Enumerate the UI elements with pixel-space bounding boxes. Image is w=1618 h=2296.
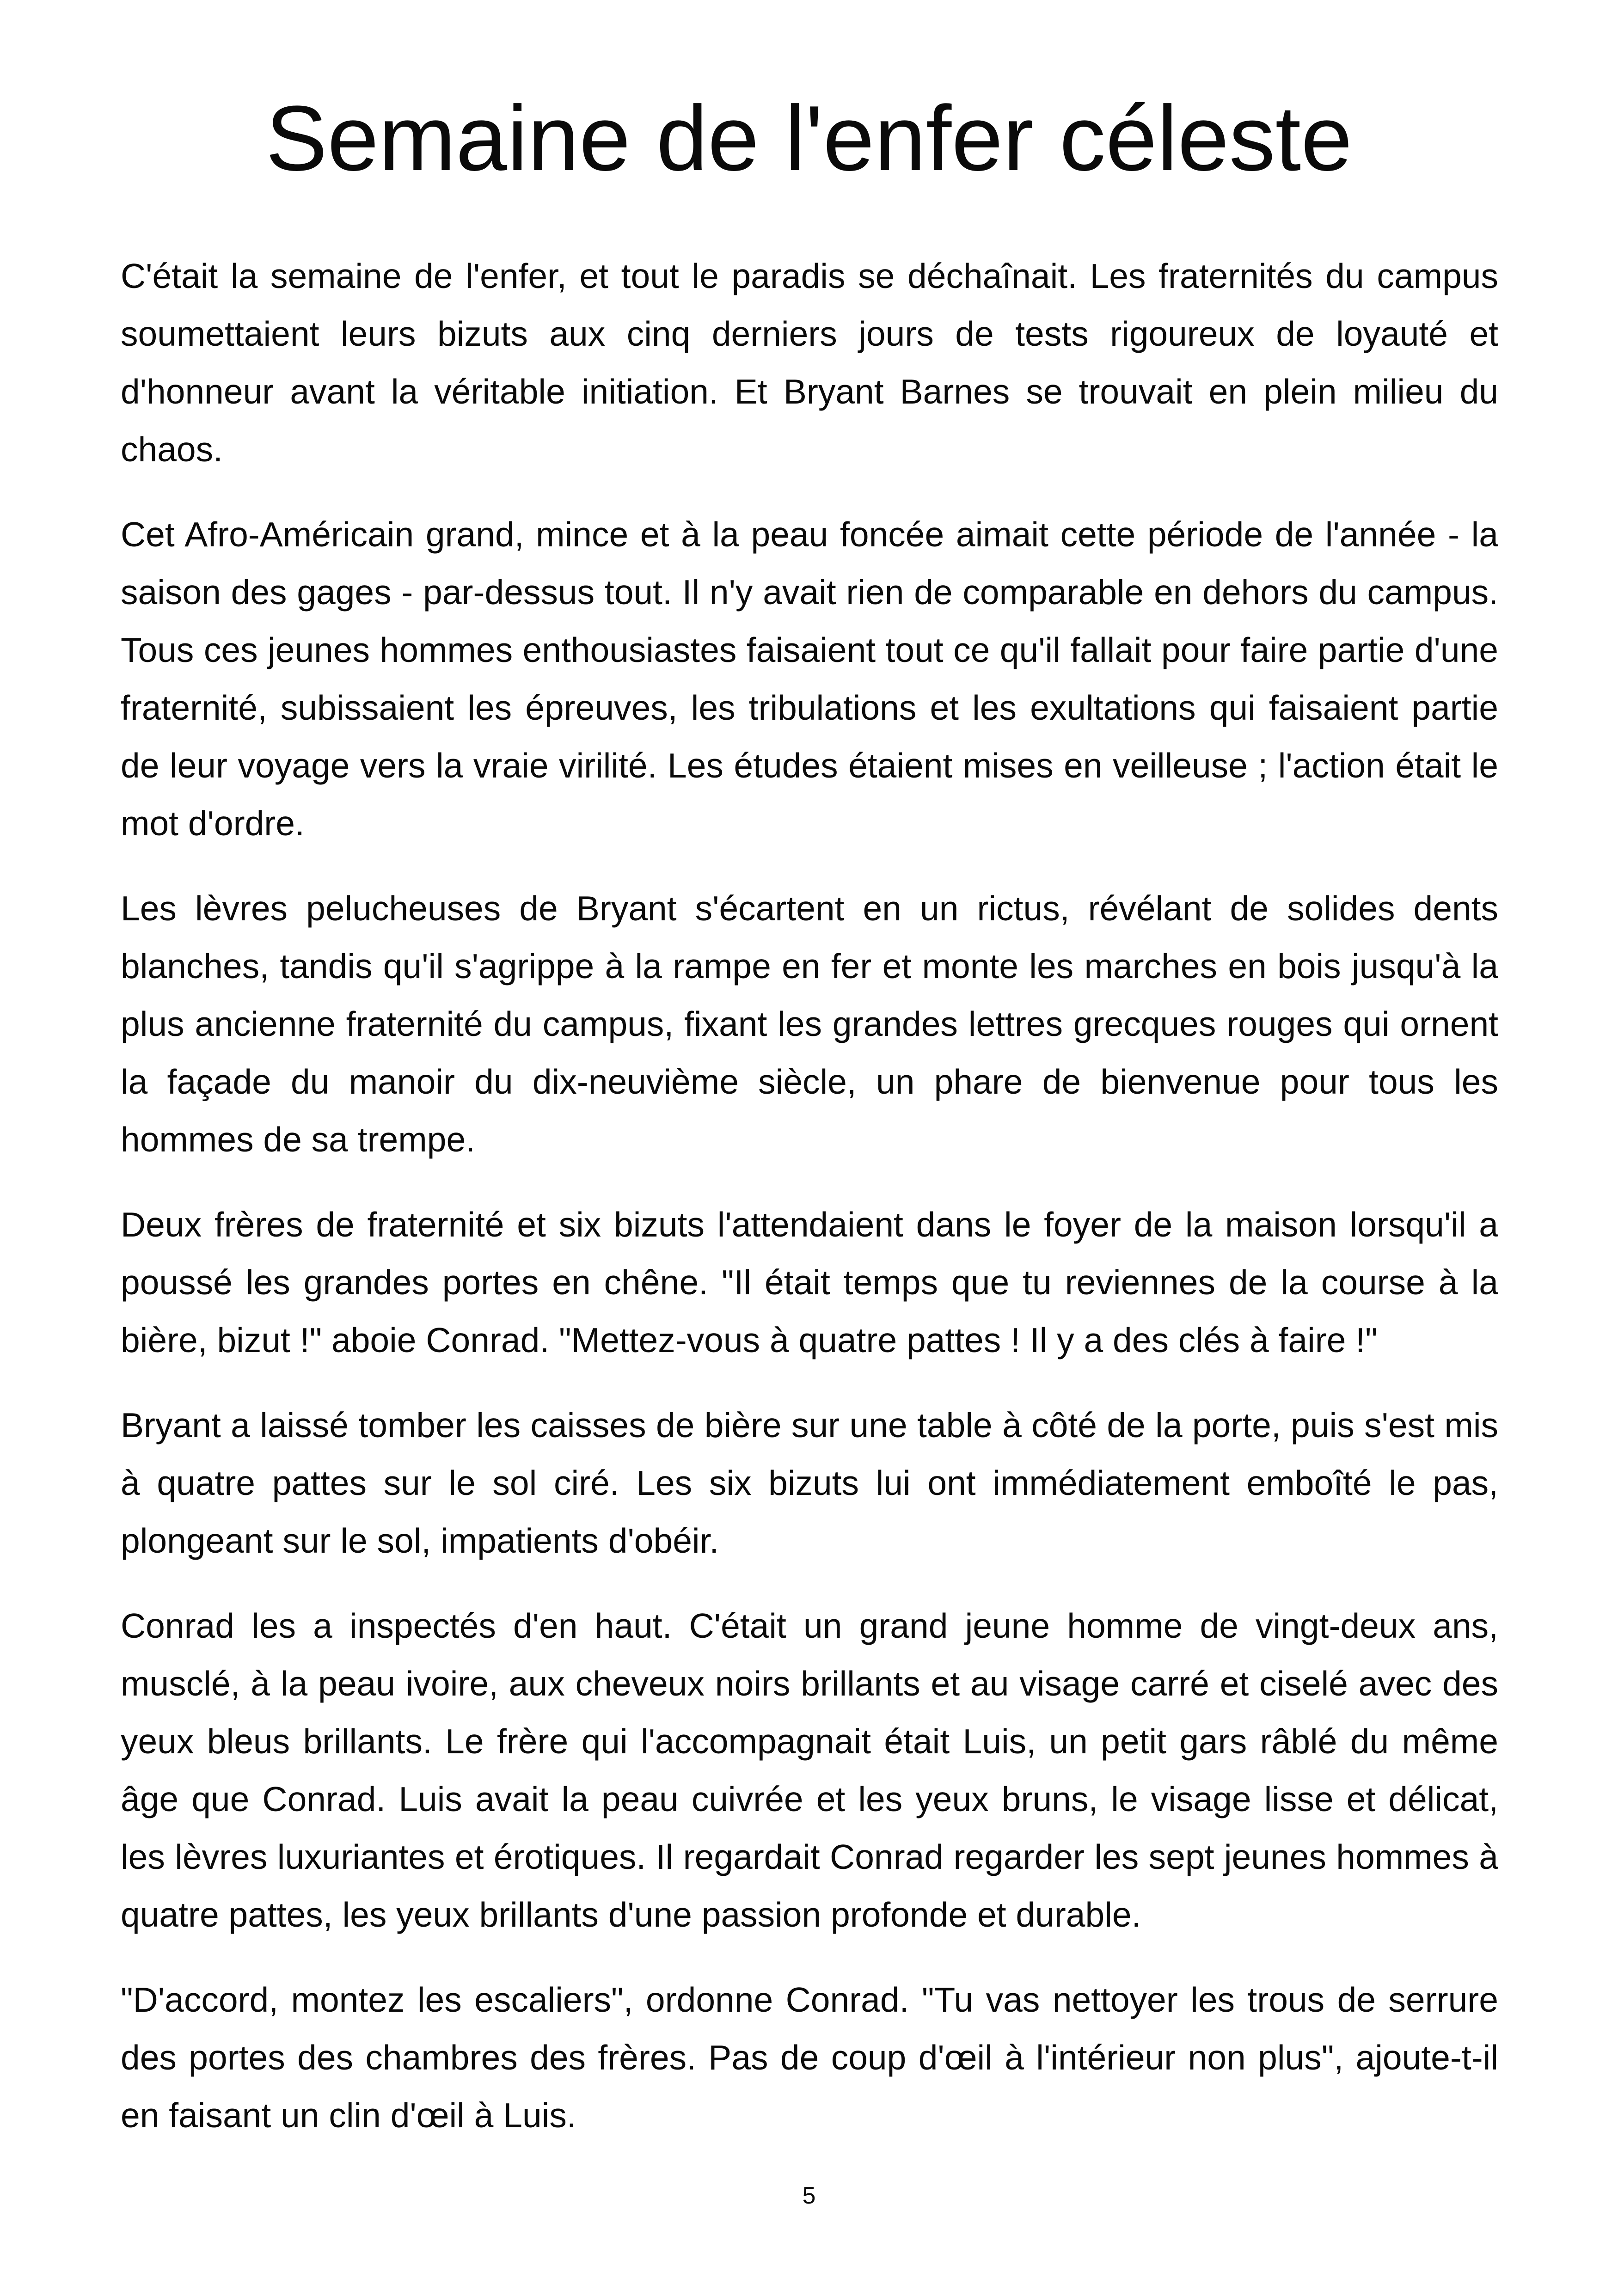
paragraph-1: C'était la semaine de l'enfer, et tout le paradis se déchaînait. Les fraternités du campus soumettaient leurs bizuts aux cinq derniers jours de tests rigoureux de loyauté et d'honneur avant la véritable initiation. Et Bryant Barnes se trouvait en plein milieu du chaos. bbox=[121, 257, 1498, 469]
paragraph-3: Les lèvres pelucheuses de Bryant s'écartent en un rictus, révélant de solides dents blanches, tandis qu'il s'agrippe à la rampe en fer et monte les marches en bois jusqu'à la plus ancienne fraternité du campus, fixant les grandes lettres grecques rouges qui ornent la façade du manoir du dix-neuvième siècle, un phare de bienvenue pour tous les hommes de sa trempe. bbox=[121, 889, 1498, 1159]
page-title: Semaine de l'enfer céleste bbox=[265, 87, 1353, 190]
paragraph-7: "D'accord, montez les escaliers", ordonne Conrad. "Tu vas nettoyer les trous de serrure des portes des chambres des frères. Pas de coup d'œil à l'intérieur non plus", ajoute-t-il en faisant un clin d'œil à Luis. bbox=[121, 1980, 1498, 2135]
paragraph-2: Cet Afro-Américain grand, mince et à la peau foncée aimait cette période de l'année - la saison des gages - par-dessus tout. Il n'y avait rien de comparable en dehors du campus. Tous ces jeunes hommes enthousiastes faisaient tout ce qu'il fallait pour faire partie d'une fraternité, subissaient les épreuves, les tribulations et les exultations qui faisaient partie de leur voyage vers la vraie virilité. Les études étaient mises en veilleuse ; l'action était le mot d'ordre. bbox=[121, 515, 1498, 843]
paragraph-4: Deux frères de fraternité et six bizuts l'attendaient dans le foyer de la maison lorsqu'il a poussé les grandes portes en chêne. "Il était temps que tu reviennes de la course à la bière, bizut !" aboie Conrad. "Mettez-vous à quatre pattes ! Il y a des clés à faire !" bbox=[121, 1205, 1498, 1359]
paragraph-6: Conrad les a inspectés d'en haut. C'était un grand jeune homme de vingt-deux ans, musclé, à la peau ivoire, aux cheveux noirs brillants et au visage carré et ciselé avec des yeux bleus brillants. Le frère qui l'accompagnait était Luis, un petit gars râblé du même âge que Conrad. Luis avait la peau cuivrée et les yeux bruns, le visage lisse et délicat, les lèvres luxuriantes et érotiques. Il regardait Conrad regarder les sept jeunes hommes à quatre pattes, les yeux brillants d'une passion profonde et durable. bbox=[121, 1606, 1498, 1934]
page-number: 5 bbox=[802, 2182, 816, 2209]
body-text bbox=[121, 247, 1498, 2172]
paragraph-5: Bryant a laissé tomber les caisses de bière sur une table à côté de la porte, puis s'est mis à quatre pattes sur le sol ciré. Les six bizuts lui ont immédiatement emboîté le pas, plongeant sur le sol, impatients d'obéir. bbox=[121, 1406, 1498, 1560]
